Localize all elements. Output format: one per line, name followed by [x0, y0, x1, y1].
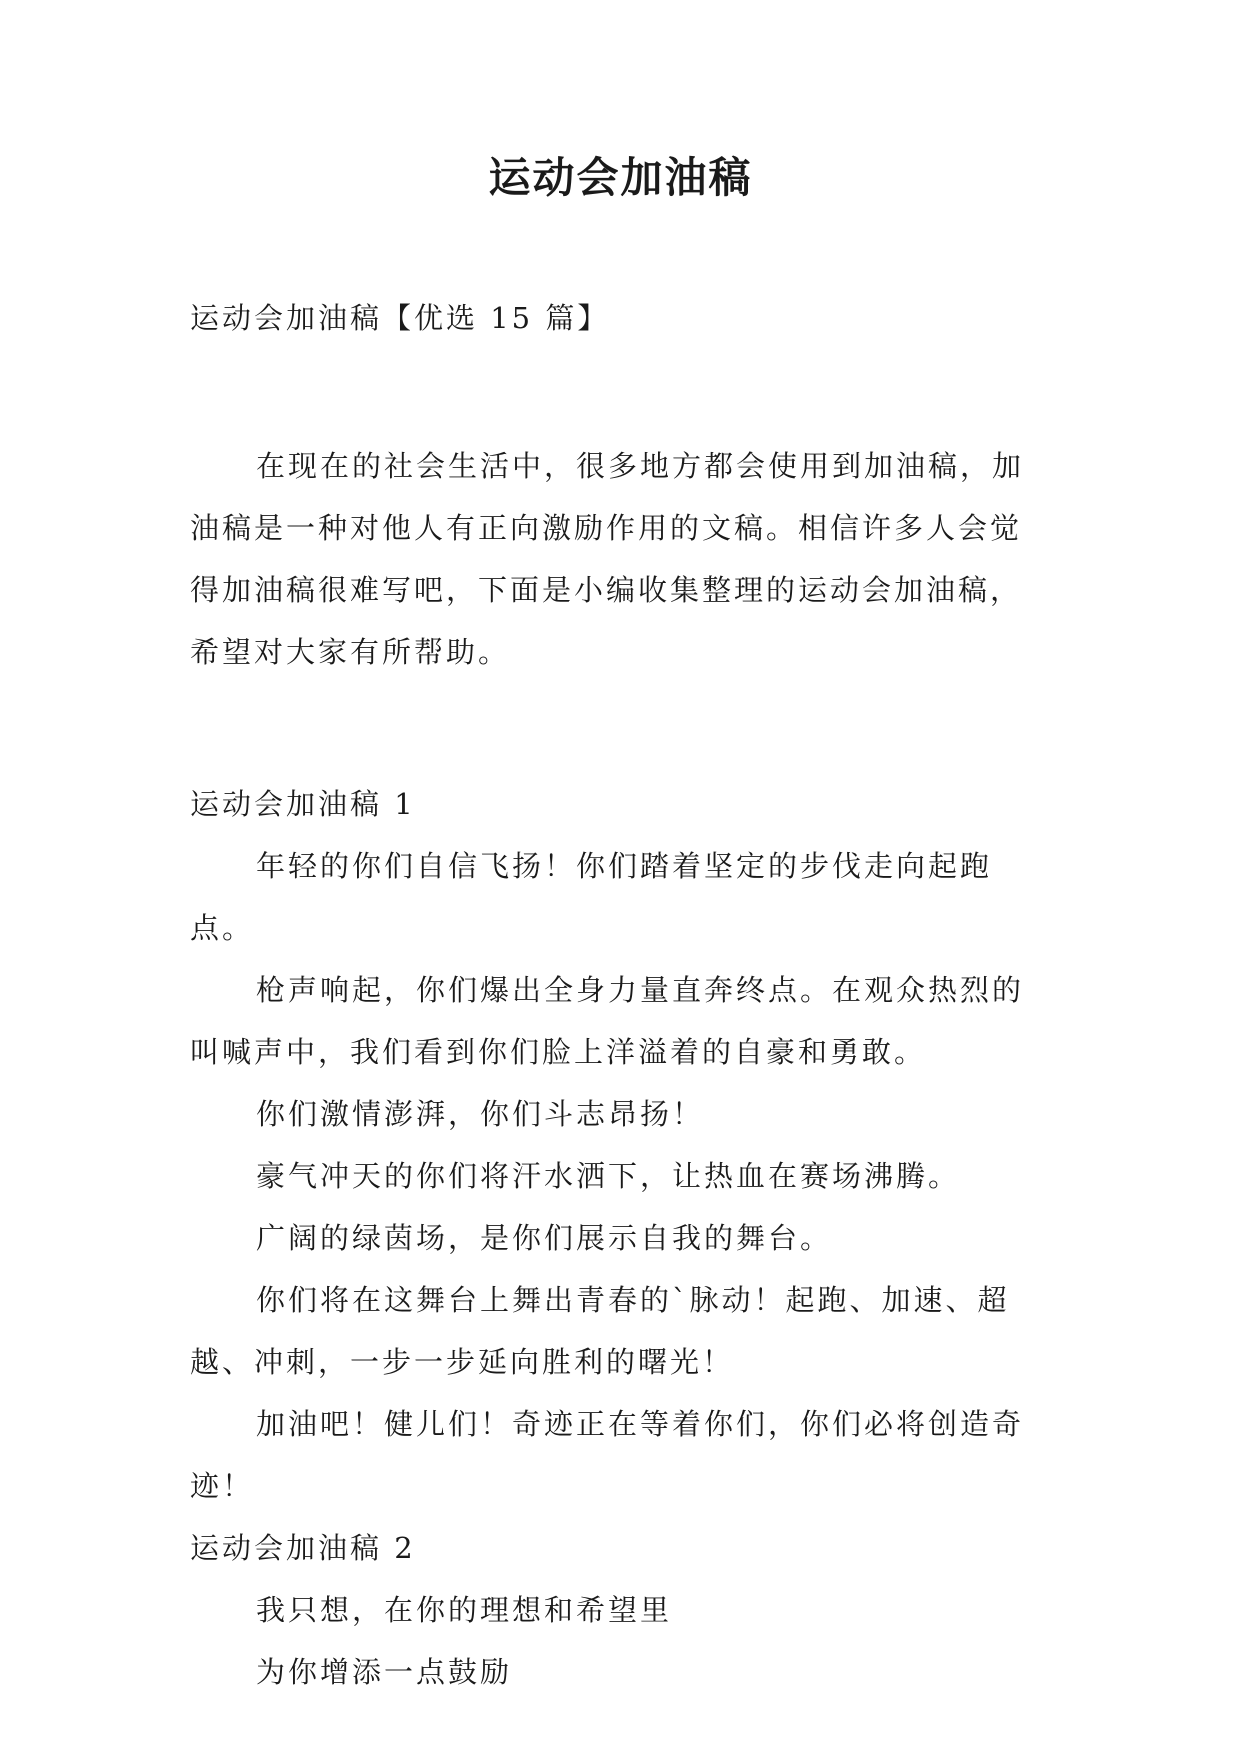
paragraph-line: 点。 — [190, 911, 255, 945]
paragraph-line: 叫喊声中，我们看到你们脸上洋溢着的自豪和勇敢。 — [190, 1035, 927, 1069]
paragraph-line: 豪气冲天的你们将汗水洒下，让热血在赛场沸腾。 — [256, 1159, 961, 1193]
section-heading: 运动会加油稿 2 — [190, 1531, 416, 1565]
paragraph-line: 你们激情澎湃，你们斗志昂扬！ — [256, 1097, 705, 1131]
intro-paragraph — [190, 435, 1052, 683]
paragraph-line: 我只想，在你的理想和希望里 — [256, 1593, 673, 1627]
paragraph-line: 在现在的社会生活中，很多地方都会使用到加油稿，加 — [256, 449, 1025, 483]
paragraph-line: 加油吧！健儿们！奇迹正在等着你们，你们必将创造奇 — [256, 1407, 1025, 1441]
document-body — [190, 287, 1052, 1703]
section-2 — [190, 1517, 1052, 1703]
spacer — [190, 349, 1052, 435]
paragraph-line: 越、冲刺，一步一步延向胜利的曙光！ — [190, 1345, 735, 1379]
paragraph-line: 希望对大家有所帮助。 — [190, 635, 511, 669]
section-1 — [190, 773, 1052, 1517]
paragraph-line: 为你增添一点鼓励 — [256, 1655, 513, 1689]
document-subtitle: 运动会加油稿【优选 15 篇】 — [190, 301, 610, 335]
paragraph-line: 枪声响起，你们爆出全身力量直奔终点。在观众热烈的 — [256, 973, 1025, 1007]
paragraph-line: 迹！ — [190, 1469, 255, 1503]
paragraph-line: 你们将在这舞台上舞出青春的`脉动！起跑、加速、超 — [256, 1283, 1010, 1317]
paragraph-line: 年轻的你们自信飞扬！你们踏着坚定的步伐走向起跑 — [256, 849, 993, 883]
document-title: 运动会加油稿 — [488, 153, 753, 202]
paragraph-line: 广阔的绿茵场，是你们展示自我的舞台。 — [256, 1221, 833, 1255]
section-heading: 运动会加油稿 1 — [190, 787, 416, 821]
paragraph-line: 得加油稿很难写吧，下面是小编收集整理的运动会加油稿， — [190, 573, 1023, 607]
paragraph-line: 油稿是一种对他人有正向激励作用的文稿。相信许多人会觉 — [190, 511, 1023, 545]
spacer — [190, 683, 1052, 773]
